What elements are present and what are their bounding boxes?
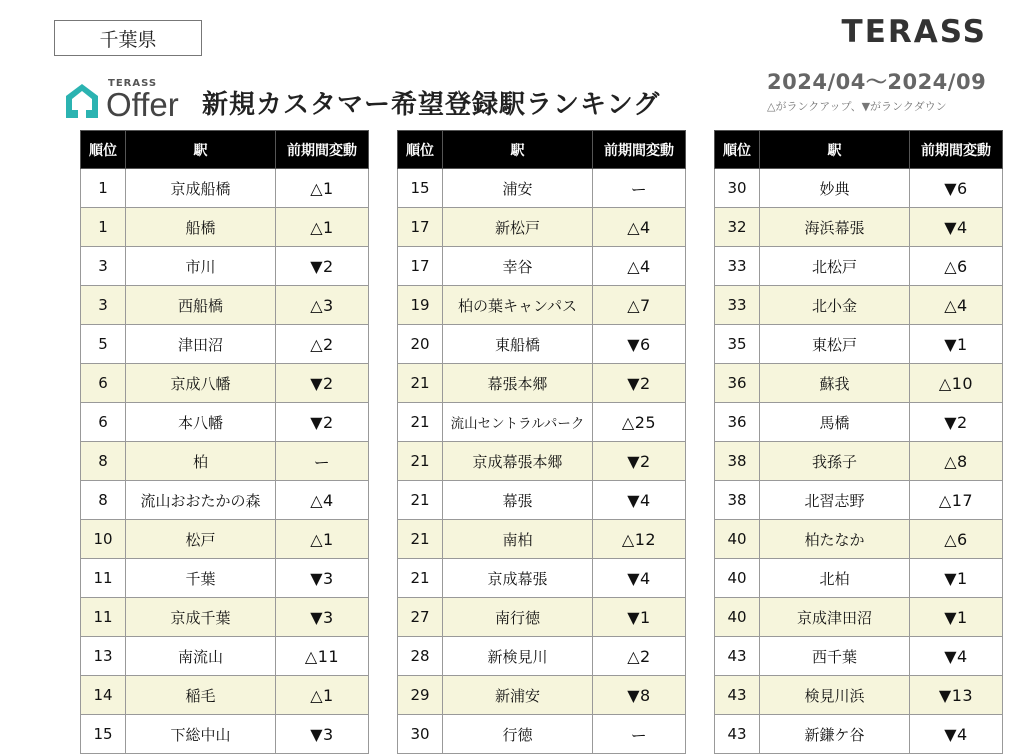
station-cell: 北柏 [760,559,910,598]
rank-cell: 35 [715,325,760,364]
rank-cell: 21 [398,481,443,520]
table-row [715,520,1003,559]
change-cell: ▼13 [910,676,1003,715]
rank-cell: 43 [715,676,760,715]
rank-cell: 5 [81,325,126,364]
change-cell: △25 [593,403,686,442]
change-cell: ー [593,169,686,208]
rank-cell: 28 [398,637,443,676]
rank-cell: 36 [715,364,760,403]
header-station: 駅 [760,131,910,169]
header-change: 前期間変動 [593,131,686,169]
table-row [398,364,686,403]
table-row [81,169,369,208]
table-row [715,559,1003,598]
change-cell: △1 [276,520,369,559]
station-cell: 京成八幡 [126,364,276,403]
table-row [715,208,1003,247]
table-row [81,442,369,481]
change-cell: △2 [276,325,369,364]
table-row [81,247,369,286]
station-cell: 西千葉 [760,637,910,676]
change-cell: △7 [593,286,686,325]
rank-cell: 40 [715,598,760,637]
change-cell: △1 [276,676,369,715]
station-cell: 柏たなか [760,520,910,559]
change-cell: ー [276,442,369,481]
rank-cell: 19 [398,286,443,325]
table-row [715,442,1003,481]
change-cell: ー [593,715,686,754]
table-row [715,247,1003,286]
table-row [81,520,369,559]
header-rank: 順位 [715,131,760,169]
change-cell: △11 [276,637,369,676]
table-row [398,481,686,520]
station-cell: 新鎌ケ谷 [760,715,910,754]
station-cell: 妙典 [760,169,910,208]
table-row [398,403,686,442]
station-cell: 南柏 [443,520,593,559]
rank-cell: 17 [398,247,443,286]
table-row [81,364,369,403]
station-cell: 京成千葉 [126,598,276,637]
ranking-table-1 [80,130,369,754]
station-cell: 京成津田沼 [760,598,910,637]
station-cell: 京成幕張 [443,559,593,598]
station-cell: 流山セントラルパーク [443,403,593,442]
rank-cell: 6 [81,364,126,403]
rank-cell: 11 [81,598,126,637]
change-cell: ▼1 [593,598,686,637]
change-cell: △1 [276,169,369,208]
logo-small-text: TERASS [108,78,158,89]
change-cell: △3 [276,286,369,325]
table-row [398,325,686,364]
table-row [398,637,686,676]
table-row [398,247,686,286]
change-cell: ▼4 [910,208,1003,247]
station-cell: 蘇我 [760,364,910,403]
table-row [81,598,369,637]
station-cell: 東松戸 [760,325,910,364]
station-cell: 馬橋 [760,403,910,442]
rank-cell: 1 [81,208,126,247]
station-cell: 東船橋 [443,325,593,364]
rank-cell: 1 [81,169,126,208]
brand-logo: TERASS [841,14,987,50]
rank-cell: 11 [81,559,126,598]
rank-cell: 21 [398,442,443,481]
rank-cell: 40 [715,520,760,559]
rank-cell: 27 [398,598,443,637]
rank-cell: 10 [81,520,126,559]
page-title: 新規カスタマー希望登録駅ランキング [202,90,661,120]
table-row [715,403,1003,442]
rank-cell: 3 [81,286,126,325]
house-logo-icon [62,80,102,120]
station-cell: 柏の葉キャンパス [443,286,593,325]
ranking-table-3 [714,130,1003,754]
change-cell: ▼1 [910,598,1003,637]
station-cell: 松戸 [126,520,276,559]
table-row [715,364,1003,403]
table-row [398,169,686,208]
rank-cell: 15 [81,715,126,754]
table-row [398,520,686,559]
station-cell: 流山おおたかの森 [126,481,276,520]
change-cell: ▼2 [593,442,686,481]
station-cell: 下総中山 [126,715,276,754]
rank-cell: 30 [715,169,760,208]
table-row [81,403,369,442]
change-cell: ▼2 [276,364,369,403]
change-cell: ▼3 [276,715,369,754]
table-row [81,325,369,364]
change-cell: ▼1 [910,325,1003,364]
legend-note: △がランクアップ、▼がランクダウン [767,100,947,113]
table-row [81,559,369,598]
station-cell: 京成幕張本郷 [443,442,593,481]
table-row [715,286,1003,325]
table-row [715,598,1003,637]
rank-cell: 15 [398,169,443,208]
rank-cell: 36 [715,403,760,442]
table-row [715,715,1003,754]
table-row [81,637,369,676]
change-cell: ▼6 [593,325,686,364]
change-cell: △8 [910,442,1003,481]
table-row [81,715,369,754]
header-station: 駅 [443,131,593,169]
change-cell: ▼1 [910,559,1003,598]
rank-cell: 40 [715,559,760,598]
station-cell: 京成船橋 [126,169,276,208]
change-cell: △6 [910,520,1003,559]
rank-cell: 3 [81,247,126,286]
station-cell: 海浜幕張 [760,208,910,247]
change-cell: △17 [910,481,1003,520]
station-cell: 稲毛 [126,676,276,715]
station-cell: 幸谷 [443,247,593,286]
station-cell: 南行徳 [443,598,593,637]
header-rank: 順位 [81,131,126,169]
change-cell: ▼2 [276,403,369,442]
station-cell: 我孫子 [760,442,910,481]
rank-cell: 30 [398,715,443,754]
rank-cell: 43 [715,637,760,676]
change-cell: △4 [593,247,686,286]
table-row [715,676,1003,715]
change-cell: △4 [910,286,1003,325]
table-row [398,676,686,715]
table-row [398,598,686,637]
station-cell: 幕張 [443,481,593,520]
rank-cell: 33 [715,247,760,286]
station-cell: 検見川浜 [760,676,910,715]
change-cell: ▼4 [593,481,686,520]
change-cell: ▼8 [593,676,686,715]
prefecture-label: 千葉県 [54,20,202,56]
rank-cell: 21 [398,559,443,598]
table-row [81,286,369,325]
change-cell: △2 [593,637,686,676]
change-cell: △4 [593,208,686,247]
change-cell: ▼3 [276,598,369,637]
station-cell: 南流山 [126,637,276,676]
change-cell: △6 [910,247,1003,286]
change-cell: ▼4 [593,559,686,598]
change-cell: △10 [910,364,1003,403]
rank-cell: 14 [81,676,126,715]
rank-cell: 21 [398,364,443,403]
rank-cell: 29 [398,676,443,715]
rank-cell: 8 [81,442,126,481]
change-cell: ▼2 [593,364,686,403]
rank-cell: 20 [398,325,443,364]
change-cell: ▼4 [910,715,1003,754]
station-cell: 新検見川 [443,637,593,676]
rank-cell: 33 [715,286,760,325]
station-cell: 西船橋 [126,286,276,325]
table-row [715,325,1003,364]
station-cell: 本八幡 [126,403,276,442]
rank-cell: 17 [398,208,443,247]
table-row [398,559,686,598]
change-cell: ▼4 [910,637,1003,676]
station-cell: 市川 [126,247,276,286]
offer-logo [62,78,194,122]
station-cell: 浦安 [443,169,593,208]
change-cell: △4 [276,481,369,520]
rank-cell: 43 [715,715,760,754]
table-row [81,208,369,247]
station-cell: 北小金 [760,286,910,325]
rank-cell: 13 [81,637,126,676]
table-row [81,481,369,520]
change-cell: ▼6 [910,169,1003,208]
table-row [398,442,686,481]
rank-cell: 32 [715,208,760,247]
table-row [715,169,1003,208]
station-cell: 船橋 [126,208,276,247]
table-row [398,715,686,754]
station-cell: 幕張本郷 [443,364,593,403]
rank-cell: 38 [715,481,760,520]
rank-cell: 6 [81,403,126,442]
station-cell: 千葉 [126,559,276,598]
change-cell: ▼2 [910,403,1003,442]
station-cell: 新松戸 [443,208,593,247]
rank-cell: 21 [398,520,443,559]
header-change: 前期間変動 [276,131,369,169]
station-cell: 北習志野 [760,481,910,520]
station-cell: 行徳 [443,715,593,754]
table-row [81,676,369,715]
change-cell: △1 [276,208,369,247]
rank-cell: 8 [81,481,126,520]
station-cell: 新浦安 [443,676,593,715]
header-change: 前期間変動 [910,131,1003,169]
logo-text: Offer [106,86,179,123]
table-row [715,481,1003,520]
change-cell: △12 [593,520,686,559]
ranking-table-2 [397,130,686,754]
rank-cell: 38 [715,442,760,481]
header-station: 駅 [126,131,276,169]
table-row [715,637,1003,676]
station-cell: 津田沼 [126,325,276,364]
header-rank: 順位 [398,131,443,169]
rank-cell: 21 [398,403,443,442]
station-cell: 北松戸 [760,247,910,286]
station-cell: 柏 [126,442,276,481]
table-row [398,208,686,247]
change-cell: ▼2 [276,247,369,286]
table-row [398,286,686,325]
period-range: 2024/04～2024/09 [767,70,987,94]
change-cell: ▼3 [276,559,369,598]
